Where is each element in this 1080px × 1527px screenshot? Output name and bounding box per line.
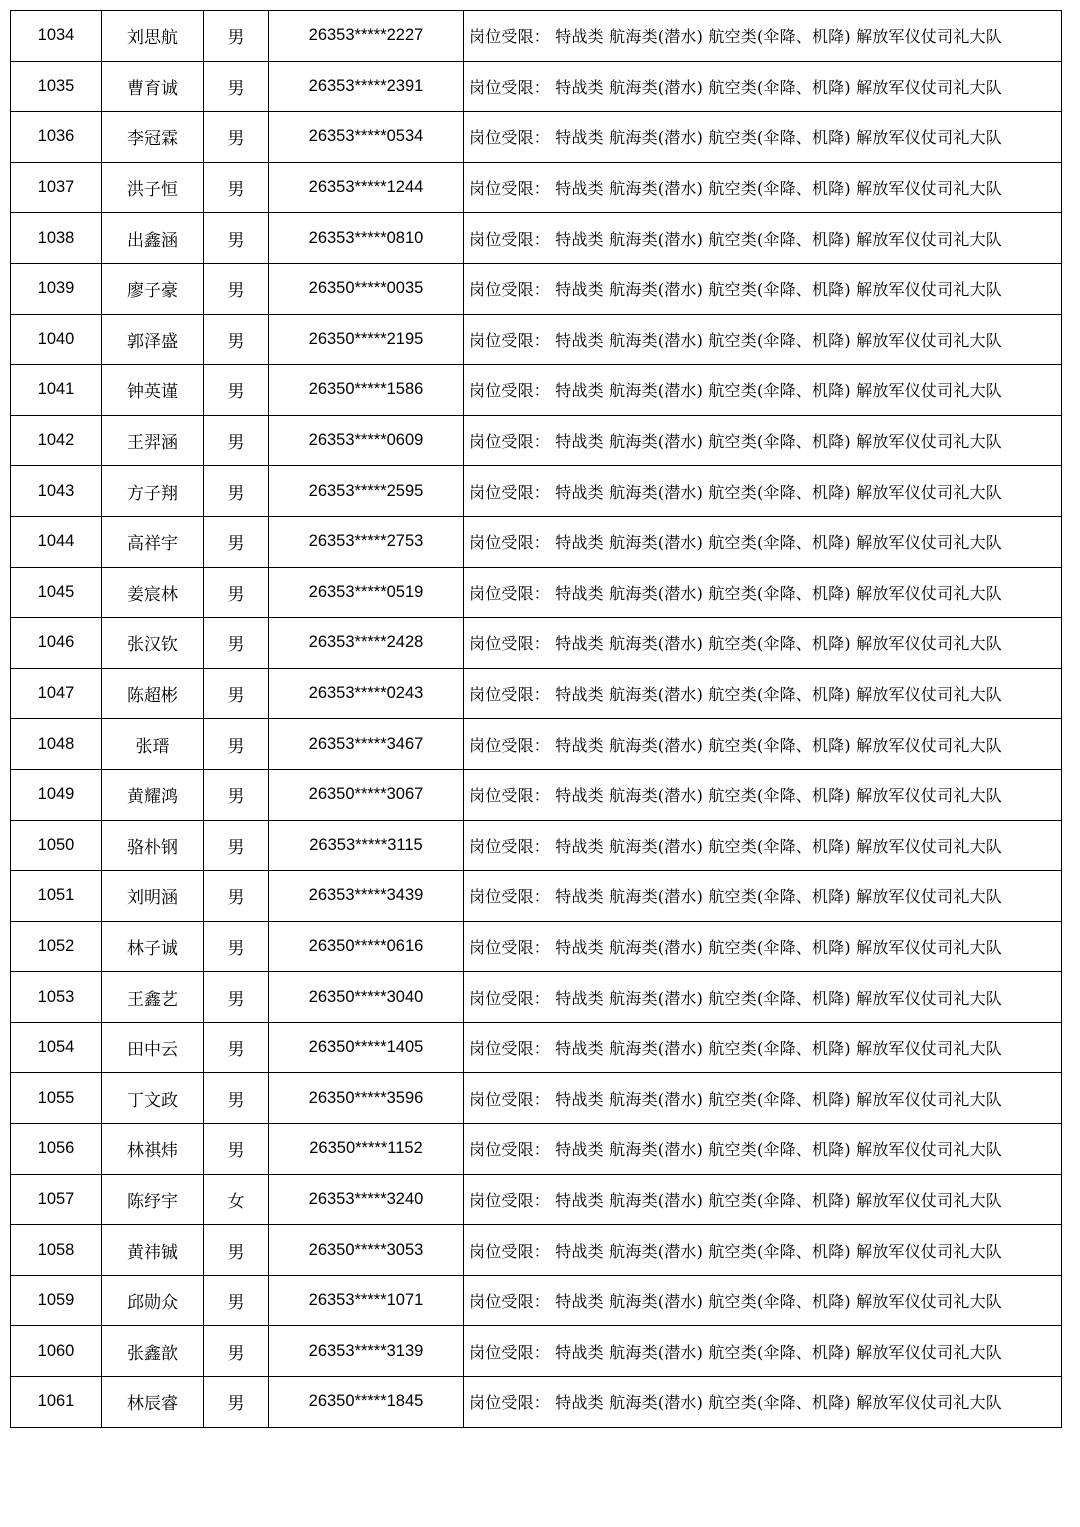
gender-cell: 男 <box>204 1022 269 1073</box>
serial-number-cell: 1055 <box>11 1073 102 1124</box>
restriction-note-cell: 岗位受限： 特战类 航海类(潜水) 航空类(伞降、机降) 解放军仪仗司礼大队 <box>464 769 1062 820</box>
name-cell: 廖子豪 <box>102 263 204 314</box>
table-row <box>11 1326 1062 1377</box>
id-number-cell: 26353*****1071 <box>269 1275 464 1326</box>
name-cell: 刘明涵 <box>102 871 204 922</box>
restriction-note-cell: 岗位受限： 特战类 航海类(潜水) 航空类(伞降、机降) 解放军仪仗司礼大队 <box>464 1225 1062 1276</box>
name-cell: 出鑫涵 <box>102 213 204 264</box>
gender-cell: 男 <box>204 466 269 517</box>
serial-number-cell: 1044 <box>11 516 102 567</box>
table-row <box>11 1174 1062 1225</box>
id-number-cell: 26353*****2391 <box>269 61 464 112</box>
serial-number-cell: 1049 <box>11 769 102 820</box>
gender-cell: 男 <box>204 314 269 365</box>
restriction-note-cell: 岗位受限： 特战类 航海类(潜水) 航空类(伞降、机降) 解放军仪仗司礼大队 <box>464 516 1062 567</box>
gender-cell: 男 <box>204 516 269 567</box>
gender-cell: 男 <box>204 921 269 972</box>
serial-number-cell: 1035 <box>11 61 102 112</box>
name-cell: 洪子恒 <box>102 162 204 213</box>
serial-number-cell: 1059 <box>11 1275 102 1326</box>
name-cell: 丁文政 <box>102 1073 204 1124</box>
name-cell: 曹育诚 <box>102 61 204 112</box>
serial-number-cell: 1058 <box>11 1225 102 1276</box>
id-number-cell: 26353*****3439 <box>269 871 464 922</box>
gender-cell: 男 <box>204 567 269 618</box>
name-cell: 陈纾宇 <box>102 1174 204 1225</box>
serial-number-cell: 1036 <box>11 112 102 163</box>
serial-number-cell: 1048 <box>11 719 102 770</box>
table-row <box>11 61 1062 112</box>
gender-cell: 男 <box>204 1124 269 1175</box>
restriction-note-cell: 岗位受限： 特战类 航海类(潜水) 航空类(伞降、机降) 解放军仪仗司礼大队 <box>464 1275 1062 1326</box>
name-cell: 黄祎铖 <box>102 1225 204 1276</box>
name-cell: 钟英谨 <box>102 365 204 416</box>
name-cell: 林祺炜 <box>102 1124 204 1175</box>
table-row <box>11 314 1062 365</box>
id-number-cell: 26353*****2227 <box>269 11 464 62</box>
id-number-cell: 26350*****3067 <box>269 769 464 820</box>
name-cell: 张汉钦 <box>102 618 204 669</box>
table-row <box>11 820 1062 871</box>
gender-cell: 男 <box>204 213 269 264</box>
gender-cell: 女 <box>204 1174 269 1225</box>
name-cell: 姜宸林 <box>102 567 204 618</box>
id-number-cell: 26350*****0035 <box>269 263 464 314</box>
roster-body <box>11 11 1062 1428</box>
id-number-cell: 26350*****3040 <box>269 972 464 1023</box>
id-number-cell: 26353*****0243 <box>269 668 464 719</box>
serial-number-cell: 1053 <box>11 972 102 1023</box>
serial-number-cell: 1041 <box>11 365 102 416</box>
table-row <box>11 1022 1062 1073</box>
serial-number-cell: 1057 <box>11 1174 102 1225</box>
serial-number-cell: 1054 <box>11 1022 102 1073</box>
restriction-note-cell: 岗位受限： 特战类 航海类(潜水) 航空类(伞降、机降) 解放军仪仗司礼大队 <box>464 263 1062 314</box>
gender-cell: 男 <box>204 1225 269 1276</box>
serial-number-cell: 1050 <box>11 820 102 871</box>
restriction-note-cell: 岗位受限： 特战类 航海类(潜水) 航空类(伞降、机降) 解放军仪仗司礼大队 <box>464 921 1062 972</box>
serial-number-cell: 1040 <box>11 314 102 365</box>
restriction-note-cell: 岗位受限： 特战类 航海类(潜水) 航空类(伞降、机降) 解放军仪仗司礼大队 <box>464 365 1062 416</box>
gender-cell: 男 <box>204 11 269 62</box>
id-number-cell: 26353*****0810 <box>269 213 464 264</box>
name-cell: 骆朴钢 <box>102 820 204 871</box>
table-row <box>11 365 1062 416</box>
gender-cell: 男 <box>204 1275 269 1326</box>
gender-cell: 男 <box>204 871 269 922</box>
table-row <box>11 972 1062 1023</box>
table-row <box>11 769 1062 820</box>
restriction-note-cell: 岗位受限： 特战类 航海类(潜水) 航空类(伞降、机降) 解放军仪仗司礼大队 <box>464 719 1062 770</box>
table-row <box>11 112 1062 163</box>
name-cell: 李冠霖 <box>102 112 204 163</box>
gender-cell: 男 <box>204 1377 269 1428</box>
id-number-cell: 26350*****2195 <box>269 314 464 365</box>
table-row <box>11 1124 1062 1175</box>
serial-number-cell: 1046 <box>11 618 102 669</box>
table-row <box>11 1377 1062 1428</box>
name-cell: 黄耀鸿 <box>102 769 204 820</box>
serial-number-cell: 1037 <box>11 162 102 213</box>
id-number-cell: 26353*****0519 <box>269 567 464 618</box>
restriction-note-cell: 岗位受限： 特战类 航海类(潜水) 航空类(伞降、机降) 解放军仪仗司礼大队 <box>464 871 1062 922</box>
id-number-cell: 26350*****1845 <box>269 1377 464 1428</box>
name-cell: 张瑨 <box>102 719 204 770</box>
table-row <box>11 668 1062 719</box>
restriction-note-cell: 岗位受限： 特战类 航海类(潜水) 航空类(伞降、机降) 解放军仪仗司礼大队 <box>464 668 1062 719</box>
id-number-cell: 26353*****3240 <box>269 1174 464 1225</box>
serial-number-cell: 1045 <box>11 567 102 618</box>
serial-number-cell: 1034 <box>11 11 102 62</box>
name-cell: 王鑫艺 <box>102 972 204 1023</box>
serial-number-cell: 1039 <box>11 263 102 314</box>
id-number-cell: 26353*****0609 <box>269 415 464 466</box>
restriction-note-cell: 岗位受限： 特战类 航海类(潜水) 航空类(伞降、机降) 解放军仪仗司礼大队 <box>464 820 1062 871</box>
table-row <box>11 213 1062 264</box>
restriction-note-cell: 岗位受限： 特战类 航海类(潜水) 航空类(伞降、机降) 解放军仪仗司礼大队 <box>464 1174 1062 1225</box>
table-row <box>11 1225 1062 1276</box>
id-number-cell: 26353*****3139 <box>269 1326 464 1377</box>
serial-number-cell: 1056 <box>11 1124 102 1175</box>
serial-number-cell: 1060 <box>11 1326 102 1377</box>
serial-number-cell: 1061 <box>11 1377 102 1428</box>
restriction-note-cell: 岗位受限： 特战类 航海类(潜水) 航空类(伞降、机降) 解放军仪仗司礼大队 <box>464 11 1062 62</box>
serial-number-cell: 1047 <box>11 668 102 719</box>
restriction-note-cell: 岗位受限： 特战类 航海类(潜水) 航空类(伞降、机降) 解放军仪仗司礼大队 <box>464 415 1062 466</box>
id-number-cell: 26350*****3053 <box>269 1225 464 1276</box>
serial-number-cell: 1043 <box>11 466 102 517</box>
roster-table <box>10 10 1062 1428</box>
gender-cell: 男 <box>204 61 269 112</box>
gender-cell: 男 <box>204 668 269 719</box>
table-row <box>11 719 1062 770</box>
gender-cell: 男 <box>204 618 269 669</box>
id-number-cell: 26353*****2753 <box>269 516 464 567</box>
restriction-note-cell: 岗位受限： 特战类 航海类(潜水) 航空类(伞降、机降) 解放军仪仗司礼大队 <box>464 567 1062 618</box>
id-number-cell: 26353*****3115 <box>269 820 464 871</box>
id-number-cell: 26350*****0616 <box>269 921 464 972</box>
id-number-cell: 26353*****3467 <box>269 719 464 770</box>
table-row <box>11 516 1062 567</box>
gender-cell: 男 <box>204 1326 269 1377</box>
gender-cell: 男 <box>204 112 269 163</box>
restriction-note-cell: 岗位受限： 特战类 航海类(潜水) 航空类(伞降、机降) 解放军仪仗司礼大队 <box>464 61 1062 112</box>
table-row <box>11 618 1062 669</box>
gender-cell: 男 <box>204 415 269 466</box>
serial-number-cell: 1051 <box>11 871 102 922</box>
restriction-note-cell: 岗位受限： 特战类 航海类(潜水) 航空类(伞降、机降) 解放军仪仗司礼大队 <box>464 1022 1062 1073</box>
gender-cell: 男 <box>204 1073 269 1124</box>
table-row <box>11 466 1062 517</box>
gender-cell: 男 <box>204 719 269 770</box>
restriction-note-cell: 岗位受限： 特战类 航海类(潜水) 航空类(伞降、机降) 解放军仪仗司礼大队 <box>464 618 1062 669</box>
table-row <box>11 11 1062 62</box>
restriction-note-cell: 岗位受限： 特战类 航海类(潜水) 航空类(伞降、机降) 解放军仪仗司礼大队 <box>464 1377 1062 1428</box>
name-cell: 林子诚 <box>102 921 204 972</box>
id-number-cell: 26353*****0534 <box>269 112 464 163</box>
id-number-cell: 26353*****2595 <box>269 466 464 517</box>
restriction-note-cell: 岗位受限： 特战类 航海类(潜水) 航空类(伞降、机降) 解放军仪仗司礼大队 <box>464 112 1062 163</box>
table-row <box>11 162 1062 213</box>
id-number-cell: 26350*****3596 <box>269 1073 464 1124</box>
gender-cell: 男 <box>204 365 269 416</box>
id-number-cell: 26353*****1244 <box>269 162 464 213</box>
name-cell: 林辰睿 <box>102 1377 204 1428</box>
restriction-note-cell: 岗位受限： 特战类 航海类(潜水) 航空类(伞降、机降) 解放军仪仗司礼大队 <box>464 972 1062 1023</box>
id-number-cell: 26350*****1152 <box>269 1124 464 1175</box>
name-cell: 邱勋众 <box>102 1275 204 1326</box>
id-number-cell: 26350*****1405 <box>269 1022 464 1073</box>
restriction-note-cell: 岗位受限： 特战类 航海类(潜水) 航空类(伞降、机降) 解放军仪仗司礼大队 <box>464 213 1062 264</box>
restriction-note-cell: 岗位受限： 特战类 航海类(潜水) 航空类(伞降、机降) 解放军仪仗司礼大队 <box>464 162 1062 213</box>
gender-cell: 男 <box>204 263 269 314</box>
table-row <box>11 1275 1062 1326</box>
id-number-cell: 26353*****2428 <box>269 618 464 669</box>
name-cell: 高祥宇 <box>102 516 204 567</box>
serial-number-cell: 1038 <box>11 213 102 264</box>
table-row <box>11 1073 1062 1124</box>
gender-cell: 男 <box>204 972 269 1023</box>
name-cell: 陈超彬 <box>102 668 204 719</box>
table-row <box>11 567 1062 618</box>
table-row <box>11 871 1062 922</box>
restriction-note-cell: 岗位受限： 特战类 航海类(潜水) 航空类(伞降、机降) 解放军仪仗司礼大队 <box>464 1124 1062 1175</box>
name-cell: 张鑫歆 <box>102 1326 204 1377</box>
restriction-note-cell: 岗位受限： 特战类 航海类(潜水) 航空类(伞降、机降) 解放军仪仗司礼大队 <box>464 466 1062 517</box>
gender-cell: 男 <box>204 162 269 213</box>
table-row <box>11 415 1062 466</box>
serial-number-cell: 1042 <box>11 415 102 466</box>
name-cell: 王羿涵 <box>102 415 204 466</box>
id-number-cell: 26350*****1586 <box>269 365 464 416</box>
restriction-note-cell: 岗位受限： 特战类 航海类(潜水) 航空类(伞降、机降) 解放军仪仗司礼大队 <box>464 1326 1062 1377</box>
gender-cell: 男 <box>204 820 269 871</box>
gender-cell: 男 <box>204 769 269 820</box>
name-cell: 刘思航 <box>102 11 204 62</box>
name-cell: 郭泽盛 <box>102 314 204 365</box>
restriction-note-cell: 岗位受限： 特战类 航海类(潜水) 航空类(伞降、机降) 解放军仪仗司礼大队 <box>464 314 1062 365</box>
serial-number-cell: 1052 <box>11 921 102 972</box>
restriction-note-cell: 岗位受限： 特战类 航海类(潜水) 航空类(伞降、机降) 解放军仪仗司礼大队 <box>464 1073 1062 1124</box>
name-cell: 方子翔 <box>102 466 204 517</box>
table-row <box>11 263 1062 314</box>
table-row <box>11 921 1062 972</box>
name-cell: 田中云 <box>102 1022 204 1073</box>
